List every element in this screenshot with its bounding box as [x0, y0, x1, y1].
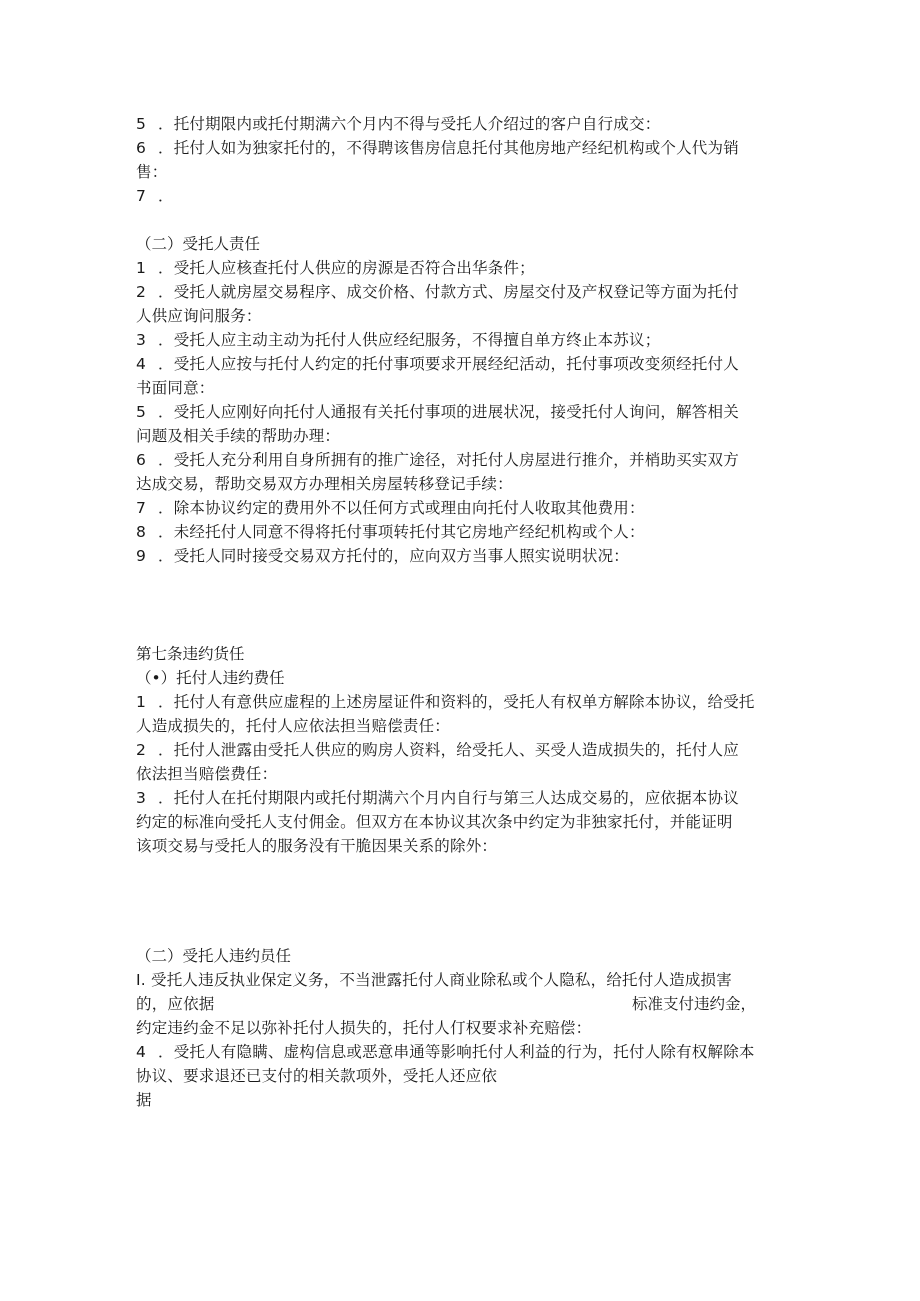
- clause-text: ．托付期限内或托付期满六个月内不得与受托人介绍过的客户自行成交：: [158, 115, 661, 133]
- clause-line: [136, 448, 786, 472]
- clause-text: ．托付人在托付期限内或托付期满六个月内自行与第三人达成交易的，应依据本协议: [158, 789, 739, 807]
- clause-text: ．受托人应核查托付人供应的房源是否符合出华条件；: [158, 259, 535, 277]
- clause-number: 4: [136, 1043, 147, 1061]
- clause-text: ．受托人充分利用自身所拥有的推广途径，对托付人房屋进行推介，并梢助买实双方: [158, 451, 739, 469]
- clause-line: [136, 834, 786, 858]
- clause-number: 1: [136, 693, 147, 711]
- clause-line: [136, 472, 786, 496]
- clause-number: 3: [136, 331, 147, 349]
- clause-line: [136, 544, 786, 568]
- clause-text: 约定的标准向受托人支付佣金。但双方在本协议其次条中约定为非独家托付，并能证明: [136, 813, 733, 831]
- clause-line: [136, 786, 786, 810]
- clause-line: [136, 400, 786, 424]
- clause-number: 5: [136, 403, 147, 421]
- clause-line: [136, 352, 786, 376]
- clause-line: [136, 280, 786, 304]
- clause-text: 该项交易与受托人的服务没有干脆因果关系的除外：: [136, 837, 498, 855]
- clause-text: 的，应依据: [136, 995, 215, 1013]
- clause-line: [136, 160, 786, 184]
- clause-text: ．托付人有意供应虚程的上述房屋证件和资料的，受托人有权单方解除本协议，给受托: [158, 693, 755, 711]
- clause-number: 6: [136, 139, 147, 157]
- clause-number: 3: [136, 789, 147, 807]
- clause-line: [136, 738, 786, 762]
- clause-number: 2: [136, 283, 147, 301]
- clause-text: ．托付人如为独家托付的，不得聘该售房信息托付其他房地产经纪机构或个人代为销: [158, 139, 739, 157]
- clause-number: 6: [136, 451, 147, 469]
- clause-line: [136, 810, 786, 834]
- clause-text: 约定违约金不足以弥补托付人损失的，托付人仃权要求补充赔偿：: [136, 1019, 592, 1037]
- clause-text: 依法担当赔偿费任：: [136, 765, 278, 783]
- clause-line: [136, 762, 786, 786]
- clause-line: [136, 1088, 786, 1112]
- clause-text: 人造成损失的，托付人应依法担当赔偿责任：: [136, 717, 451, 735]
- clause-line: [136, 256, 786, 280]
- clause-line: [136, 496, 786, 520]
- section-heading-trustee-liability: （二）受托人违约员任: [136, 947, 292, 965]
- clause-number: 4: [136, 355, 147, 373]
- clause-number: 7: [136, 499, 147, 517]
- clause-text: 协议、要求退还已支付的相关款项外，受托人还应依: [136, 1067, 498, 1085]
- clause-line: [136, 136, 786, 160]
- clause-line: [136, 714, 786, 738]
- clause-number: 1: [136, 259, 147, 277]
- clause-line: [136, 112, 786, 136]
- clause-line: [136, 304, 786, 328]
- clause-text: ．受托人应按与托付人约定的托付事项要求开展经纪活动，托付事项改变须经托付人: [158, 355, 739, 373]
- clause-line: [136, 1040, 786, 1064]
- section-heading-principal-liability: （•）托付人违约费任: [136, 669, 285, 687]
- clause-text: 达成交易，帮助交易双方办理相关房屋转移登记手续：: [136, 475, 513, 493]
- article-heading: 第七条违约货任: [136, 645, 245, 663]
- clause-number: 2: [136, 741, 147, 759]
- clause-line: [136, 690, 786, 714]
- clause-text: 人供应询问服务：: [136, 307, 262, 325]
- clause-text: I. 受托人违反执业保定义务，不当泄露托付人商业除私或个人隐私，给托付人造成损害: [136, 971, 732, 989]
- clause-fragment-right: 标准支付违约金，: [632, 995, 757, 1013]
- clause-text: ．: [158, 187, 174, 205]
- clause-line: [136, 184, 786, 208]
- clause-line: [136, 1064, 786, 1088]
- clause-text: ．受托人同时接受交易双方托付的，应向双方当事人照实说明状况：: [158, 547, 630, 565]
- clause-line: [136, 1016, 786, 1040]
- clause-text: ．受托人就房屋交易程序、成交价格、付款方式、房屋交付及产权登记等方面为托付: [158, 283, 739, 301]
- clause-text: ．受托人应主动主动为托付人供应经纪服务，不得擅自单方终止本苏议；: [158, 331, 661, 349]
- clause-text: ．除本协议约定的费用外不以任何方式或理由向托付人收取其他费用：: [158, 499, 645, 517]
- clause-number: 8: [136, 523, 147, 541]
- clause-text: ．未经托付人同意不得将托付事项转托付其它房地产经纪机构或个人：: [158, 523, 645, 541]
- clause-text: ．受托人有隐瞒、虚构信息或恶意串通等影响托付人利益的行为，托付人除有权解除本: [158, 1043, 755, 1061]
- clause-number: 7: [136, 187, 147, 205]
- clause-line: [136, 424, 786, 448]
- clause-line: [136, 328, 786, 352]
- clause-number: 9: [136, 547, 147, 565]
- clause-text: 问题及相关手续的帮助办理：: [136, 427, 341, 445]
- clause-line: [136, 520, 786, 544]
- clause-text: ．受托人应刚好向托付人通报有关托付事项的进展状况，接受托付人询问，解答相关: [158, 403, 739, 421]
- clause-line: [136, 968, 786, 992]
- clause-text: ．托付人泄露由受托人供应的购房人资料，给受托人、买受人造成损失的，托付人应: [158, 741, 739, 759]
- clause-text: 书面同意：: [136, 379, 215, 397]
- clause-line: [136, 376, 786, 400]
- clause-number: 5: [136, 115, 147, 133]
- clause-text: 据: [136, 1091, 152, 1109]
- clause-text: 售：: [136, 163, 168, 181]
- section-heading-trustee-duties: （二）受托人责任: [136, 235, 261, 253]
